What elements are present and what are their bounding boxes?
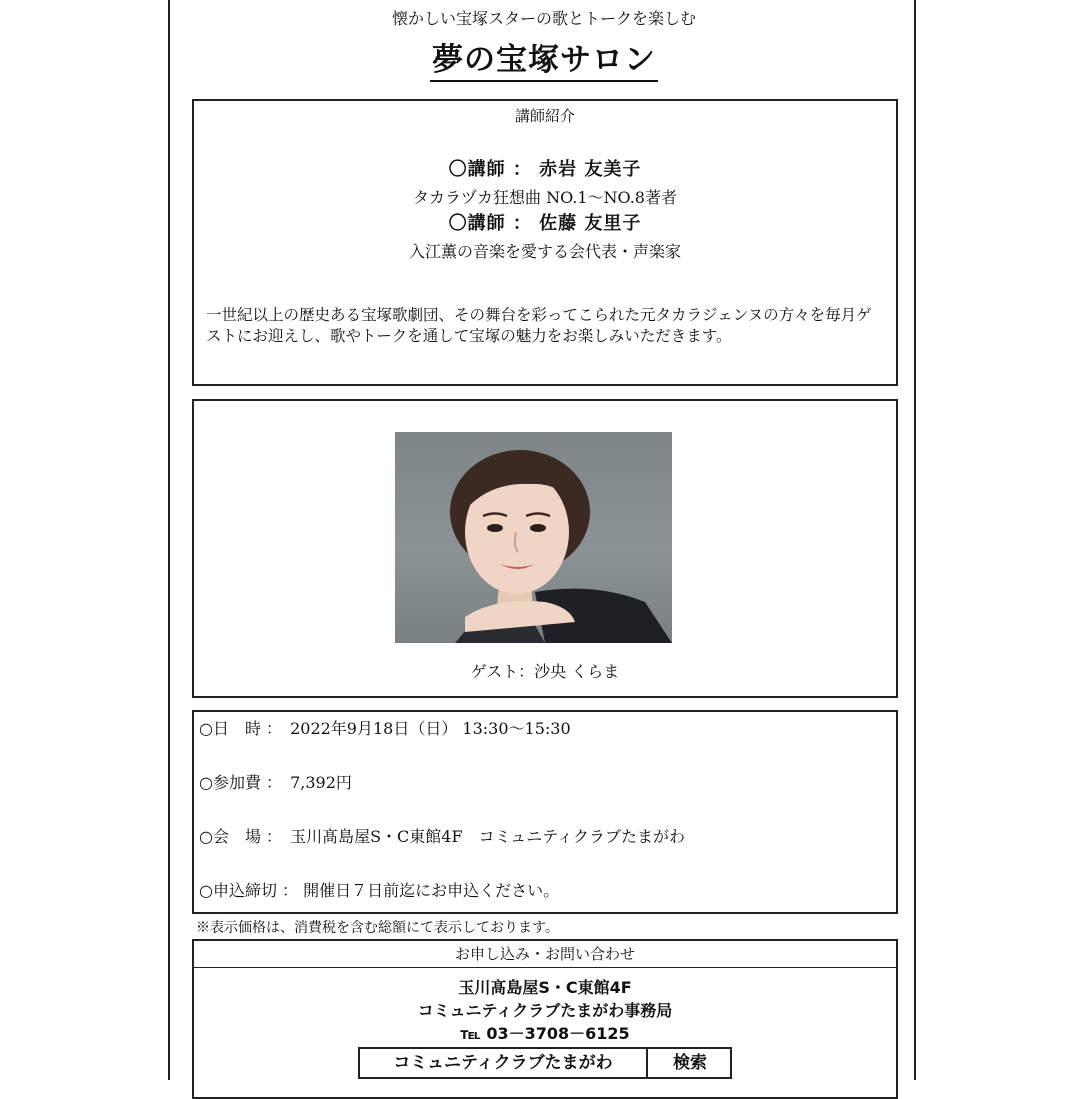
lecturer-1-name: 〇講師 ： 赤岩 友美子 [448,159,642,180]
guest-portrait-illustration [395,432,672,643]
search-keyword: コミュニティクラブたまがわ [360,1049,648,1077]
detail-label: ○会 場 ： [199,827,275,846]
detail-label: ○日 時 ： [199,719,275,738]
detail-row-venue [199,824,685,847]
lecturer-2-desc: 入江薫の音楽を愛する会代表・声楽家 [408,242,681,261]
detail-row-datetime [199,716,571,739]
detail-value: 開催日７日前迄にお申込ください。 [303,881,560,900]
lecturer-heading: 講師紹介 [514,107,575,125]
flyer-sheet [168,0,916,1080]
contact-phone: ℡ 03－3708－6125 [460,1024,630,1043]
guest-section [192,399,898,698]
event-subtitle: 懐かしい宝塚スターの歌とトークを楽しむ [391,9,696,28]
event-title-text: 夢の宝塚サロン [430,42,658,82]
detail-row-fee [199,770,352,793]
event-title [170,34,918,79]
guest-portrait-photo [395,432,672,643]
detail-label: ○申込締切 ： [199,881,299,900]
detail-value: 2022年9月18日（日） 13:30～15:30 [290,719,571,738]
contact-address: 玉川髙島屋S・C東館4F [458,978,632,997]
price-note: ※表示価格は、消費税を含む総額にて表示しております。 [196,920,559,936]
search-button[interactable]: 検索 [673,1053,707,1073]
search-box [358,1047,732,1079]
salon-introduction: 一世紀以上の歴史ある宝塚歌劇団、その舞台を彩ってこられた元タカラジェンヌの方々を毎月ゲストにお迎えし、歌やトークを通して宝塚の魅力をお楽しみいただきます。 [206,306,872,345]
contact-section [192,939,898,1099]
detail-row-deadline [199,878,559,901]
lecturer-section [192,99,898,386]
contact-office: コミュニティクラブたまがわ事務局 [417,1001,673,1020]
guest-caption: ゲスト：沙央 くらま [470,662,620,681]
contact-heading: お申し込み・お問い合わせ [194,941,896,968]
detail-label: ○参加費 ： [199,773,275,792]
lecturer-2-name: 〇講師 ： 佐藤 友里子 [448,213,642,234]
lecturer-1-desc: タカラヅカ狂想曲 NO.1～NO.8著者 [413,188,677,207]
detail-value: 7,392円 [290,773,352,792]
detail-value: 玉川髙島屋S・C東館4F コミュニティクラブたまがわ [290,827,685,846]
event-details [192,710,898,914]
